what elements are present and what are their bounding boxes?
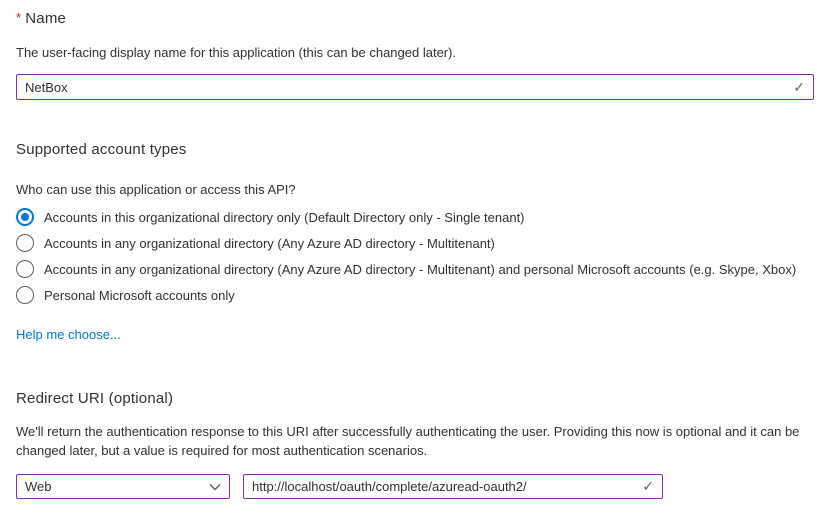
account-types-heading: Supported account types [16, 141, 187, 158]
radio-unselected-icon[interactable] [16, 260, 34, 278]
radio-unselected-icon[interactable] [16, 234, 34, 252]
radio-unselected-icon[interactable] [16, 286, 34, 304]
radio-option-label: Accounts in any organizational directory (Any Azure AD directory - Multitenant) [44, 235, 495, 251]
name-section-heading [16, 10, 66, 27]
platform-select-value: Web [25, 479, 52, 494]
name-label: Name [25, 10, 67, 27]
account-types-radio-group [16, 204, 796, 308]
checkmark-icon: ✓ [642, 478, 654, 494]
checkmark-icon: ✓ [793, 78, 805, 95]
radio-option-multitenant[interactable] [16, 230, 796, 256]
radio-option-personal-only[interactable] [16, 282, 796, 308]
redirect-uri-input-container [243, 474, 663, 499]
redirect-uri-description: We'll return the authentication response to this URI after successfully authenticating the user. Providing this now is optional and it can be changed later, but a value is required for most authentication scenarios. [16, 424, 800, 458]
radio-option-single-tenant[interactable] [16, 204, 796, 230]
radio-option-multitenant-personal[interactable] [16, 256, 796, 282]
name-input-container [16, 74, 814, 100]
redirect-uri-input[interactable] [252, 479, 636, 494]
name-description: The user-facing display name for this application (this can be changed later). [16, 45, 457, 60]
platform-select[interactable] [16, 474, 230, 499]
name-input[interactable] [25, 80, 787, 95]
radio-option-label: Personal Microsoft accounts only [44, 287, 235, 303]
help-me-choose-link[interactable]: Help me choose... [16, 327, 121, 342]
chevron-down-icon [209, 483, 221, 491]
account-types-question: Who can use this application or access this API? [16, 182, 296, 197]
radio-option-label: Accounts in any organizational directory (Any Azure AD directory - Multitenant) and personal Microsoft accounts (e.g. Skype, Xbox) [44, 261, 797, 277]
radio-option-label: Accounts in this organizational directory only (Default Directory only - Single tenant) [44, 209, 525, 225]
required-asterisk: * [16, 10, 22, 25]
radio-selected-icon[interactable] [16, 208, 34, 226]
redirect-uri-heading: Redirect URI (optional) [16, 390, 174, 407]
